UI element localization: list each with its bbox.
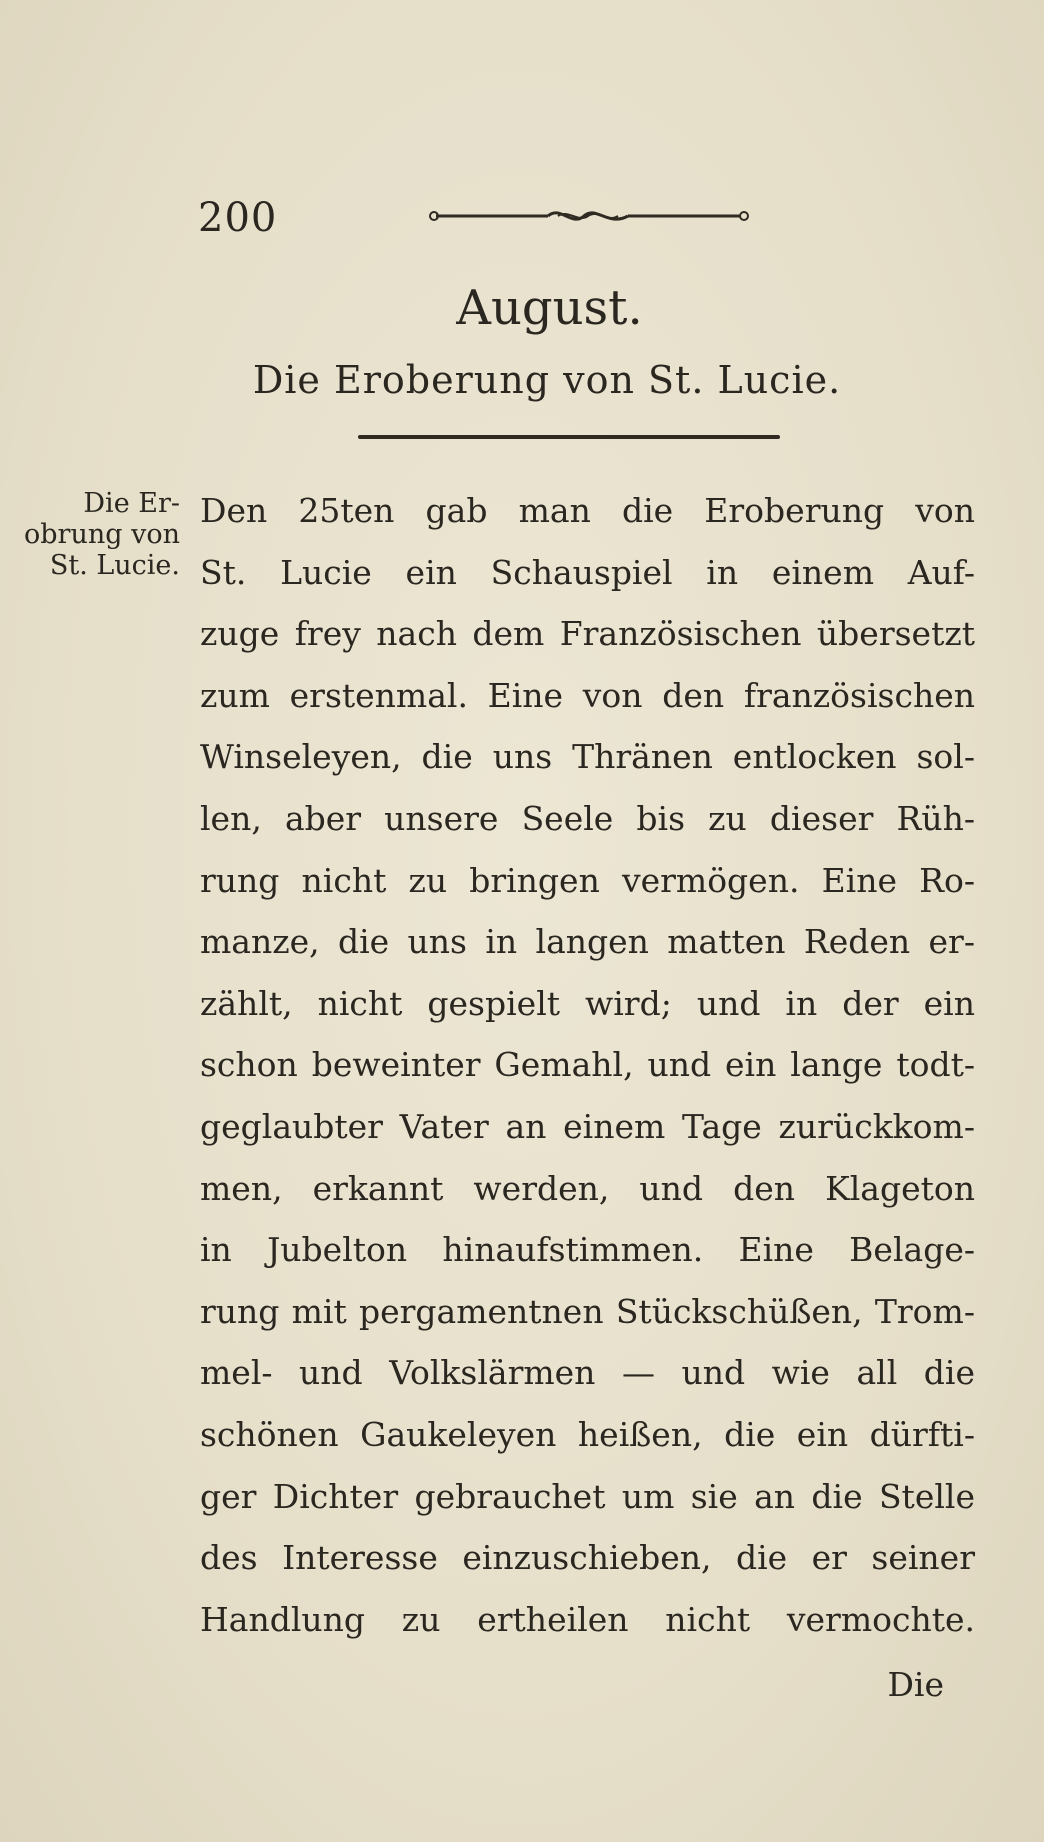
text-line: geglaubter Vater an einem Tage zurückkom- bbox=[200, 1106, 975, 1146]
marginal-note-line: Die Er- bbox=[83, 488, 180, 519]
text-line: zum erstenmal. Eine von den französischen bbox=[200, 675, 975, 715]
text-line: ger Dichter gebrauchet um sie an die Stelle bbox=[200, 1476, 975, 1516]
text-line: rung nicht zu bringen vermögen. Eine Ro- bbox=[200, 860, 975, 900]
body-text bbox=[200, 480, 975, 1650]
text-line: manze, die uns in langen matten Reden er- bbox=[200, 922, 975, 962]
text-line: zuge frey nach dem Französischen übersetzt bbox=[200, 614, 975, 654]
text-line: des Interesse einzuschieben, die er seiner bbox=[200, 1538, 975, 1578]
text-line: zählt, nicht gespielt wird; und in der ein bbox=[200, 983, 975, 1023]
title-rule bbox=[358, 435, 780, 439]
text-line: len, aber unsere Seele bis zu dieser Rüh- bbox=[200, 798, 975, 838]
text-line: schönen Gaukeleyen heißen, die ein dürfti- bbox=[200, 1414, 975, 1454]
text-line: Handlung zu ertheilen nicht vermochte. bbox=[200, 1599, 975, 1639]
marginal-note-line: St. Lucie. bbox=[49, 550, 180, 581]
text-line: mel- und Volkslärmen — und wie all die bbox=[200, 1353, 975, 1393]
catchword: Die bbox=[887, 1665, 944, 1704]
text-line: men, erkannt werden, und den Klageton bbox=[200, 1168, 975, 1208]
text-line: schon beweinter Gemahl, und ein lange todt- bbox=[200, 1045, 975, 1085]
text-line: Den 25ten gab man die Eroberung von bbox=[200, 491, 975, 530]
text-line: Winseleyen, die uns Thränen entlocken sol- bbox=[200, 737, 975, 777]
text-line: in Jubelton hinaufstimmen. Eine Belage- bbox=[200, 1230, 975, 1270]
month-title: August. bbox=[456, 280, 643, 336]
page-number: 200 bbox=[198, 195, 278, 241]
marginal-note bbox=[8, 488, 180, 581]
text-line: St. Lucie ein Schauspiel in einem Auf- bbox=[200, 552, 975, 592]
marginal-note-line: obrung von bbox=[24, 519, 180, 550]
chapter-subtitle: Die Eroberung von St. Lucie. bbox=[252, 358, 842, 402]
ornament-icon bbox=[428, 205, 750, 227]
text-line: rung mit pergamentnen Stückschüßen, Trom- bbox=[200, 1291, 975, 1331]
